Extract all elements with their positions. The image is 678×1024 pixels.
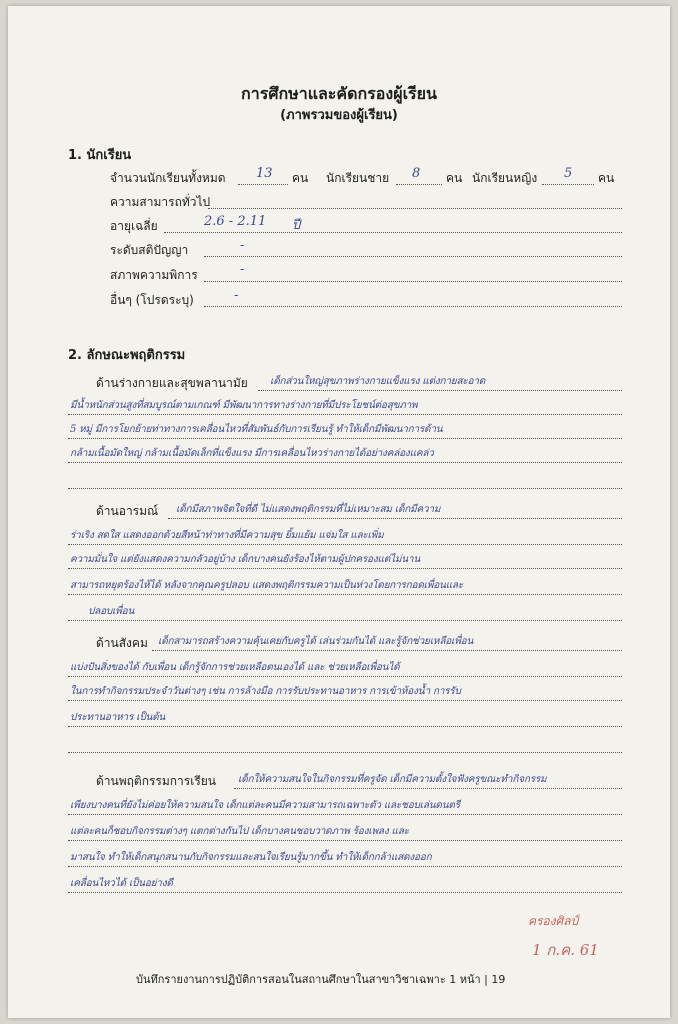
total-students-line [238,184,288,185]
disability-line [204,281,622,282]
physical-text-1: เด็กส่วนใหญ่สุขภาพร่างกายแข็งแรง แต่งกายสะอาด [270,376,486,387]
learning-line-5 [68,892,622,893]
female-students-line [542,184,594,185]
page-title: การศึกษาและคัดกรองผู้เรียน [241,84,437,103]
female-students-label: นักเรียนหญิง [472,171,538,185]
age-value: 2.6 - 2.11 [204,214,267,229]
social-text-3: ในการทำกิจกรรมประจำวันต่างๆ เช่น การล้างมือ การรับประทานอาหาร การเข้าห้องน้ำ การรับ [70,686,461,697]
iq-label: ระดับสติปัญญา [110,243,189,257]
social-text-2: แบ่งปันสิ่งของได้ กับเพื่อน เด็กรู้จักการช่วยเหลือตนเองได้ และ ช่วยเหลือเพื่อนได้ [70,662,400,673]
emotional-line-2 [68,544,622,545]
social-text-1: เด็กสามารถสร้างความคุ้นเคยกับครูได้ เล่นร่วมกันได้ และรู้จักช่วยเหลือเพื่อน [158,636,474,647]
learning-line-2 [68,814,622,815]
emotional-line-4 [68,594,622,595]
female-students-value: 5 [564,166,573,181]
age-label: อายุเฉลี่ย [110,219,158,233]
learning-text-3: แต่ละคนก็ชอบกิจกรรมต่างๆ แตกต่างกันไป เด็กบางคนชอบวาดภาพ ร้องเพลง และ [70,826,409,837]
learning-text-5: เคลื่อนไหวได้ เป็นอย่างดี [70,878,173,889]
disability-label: สภาพความพิการ [110,268,198,282]
age-unit: ปี [292,218,301,233]
emotional-text-5: ปลอบเพื่อน [88,606,135,617]
social-line-5 [68,752,622,753]
learning-line-4 [68,866,622,867]
emotional-line-5 [68,620,622,621]
total-students-label: จำนวนนักเรียนทั้งหมด [110,171,226,185]
learning-text-4: มาสนใจ ทำให้เด็กสนุกสนานกับกิจกรรมและสนใจเรียนรู้มากขึ้น ทำให้เด็กกล้าแสดงออก [70,852,432,863]
physical-text-2: มีน้ำหนักส่วนสูงที่สมบูรณ์ตามเกณฑ์ มีพัฒนาการทางร่างกายที่มีประโยชน์ต่อสุขภาพ [70,400,418,411]
social-label: ด้านสังคม [96,636,148,650]
physical-line-1 [258,390,622,391]
iq-line [204,256,622,257]
other-line [204,306,622,307]
section2-heading: 2. ลักษณะพฤติกรรม [68,348,186,363]
age-line [164,232,622,233]
ability-label: ความสามารถทั่วไป [110,195,211,209]
physical-line-2 [68,414,622,415]
ability-line [208,208,622,209]
section1-heading: 1. นักเรียน [68,148,132,163]
physical-label: ด้านร่างกายและสุขพลานามัย [96,376,248,390]
total-unit: คน [292,171,309,185]
emotional-label: ด้านอารมณ์ [96,504,159,518]
social-line-4 [68,726,622,727]
document-page [8,6,670,1018]
male-students-value: 8 [412,166,421,181]
learning-line-1 [234,788,622,789]
social-line-1 [152,650,622,651]
emotional-line-3 [68,568,622,569]
learning-text-2: เพียงบางคนที่ยังไม่ค่อยให้ความสนใจ เด็กแต่ละคนมีความสามารถเฉพาะตัว และชอบเล่นดนตรี [70,800,460,811]
other-label: อื่นๆ (โปรดระบุ) [110,293,194,307]
female-unit: คน [598,171,615,185]
emotional-text-4: สามารถหยุดร้องไห้ได้ หลังจากคุณครูปลอบ แสดงพฤติกรรมความเป็นห่วงโดยการกอดเพื่อนและ [70,580,464,591]
page-footer: บันทึกรายงานการปฏิบัติการสอนในสถานศึกษาในสาขาวิชาเฉพาะ 1 หน้า | 19 [136,973,506,986]
emotional-line-1 [168,518,622,519]
emotional-text-3: ความมั่นใจ แต่ยังแสดงความกลัวอยู่บ้าง เด็กบางคนยังร้องไห้ตามผู้ปกครองแต่ไม่นาน [70,554,420,565]
physical-text-4: กล้ามเนื้อมัดใหญ่ กล้ามเนื้อมัดเล็กที่แข็งแรง มีการเคลื่อนไหวร่างกายได้อย่างคล่องแคล่ว [70,448,434,459]
physical-line-5 [68,488,622,489]
iq-value: - [240,238,245,253]
signature-date: 1 ก.ค. 61 [532,941,599,959]
learning-line-3 [68,840,622,841]
disability-value: - [240,262,245,277]
physical-line-4 [68,462,622,463]
social-line-2 [68,676,622,677]
emotional-text-2: ร่าเริง สดใส แสดงออกด้วยสีหน้าท่าทางที่มีความสุข ยิ้มแย้ม แจ่มใส และเพิ่ม [70,530,384,541]
male-students-label: นักเรียนชาย [326,171,390,185]
male-students-line [396,184,442,185]
signature: ครองศิลป์ [528,914,579,928]
social-text-4: ประทานอาหาร เป็นต้น [70,712,166,723]
social-line-3 [68,700,622,701]
learning-text-1: เด็กให้ความสนใจในกิจกรรมที่ครูจัด เด็กมีความตั้งใจฟังครูขณะทำกิจกรรม [238,774,547,785]
physical-line-3 [68,438,622,439]
learning-label: ด้านพฤติกรรมการเรียน [96,774,216,788]
total-students-value: 13 [256,166,273,181]
male-unit: คน [446,171,463,185]
other-value: - [234,288,239,303]
page-subtitle: (ภาพรวมของผู้เรียน) [280,108,398,123]
emotional-text-1: เด็กมีสภาพจิตใจที่ดี ไม่แสดงพฤติกรรมที่ไม่เหมาะสม เด็กมีความ [176,504,441,515]
physical-text-3: 5 หมู่ มีการโยกย้ายท่าทางการเคลื่อนไหวที่สัมพันธ์กับการเรียนรู้ ทำให้เด็กมีพัฒนาการด้าน [70,424,443,435]
